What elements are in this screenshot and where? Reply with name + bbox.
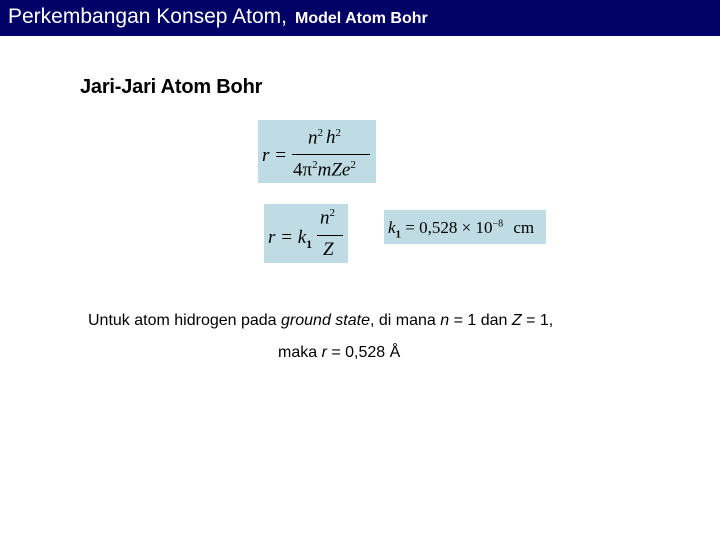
fraction-line [317,235,343,236]
formula-numerator: $n^2$ $h^2$ [308,127,341,149]
formula-denominator: Z [323,239,334,260]
formula-denominator: $4\pi^2mZe^2$ [293,159,356,181]
formula-radius-k [264,204,348,263]
formula-radius-full [258,120,376,183]
slide-subtitle: Model Atom Bohr [295,10,428,27]
formula-k1-value [384,210,546,244]
formula-numerator: $n^2$ [320,207,335,229]
explanation-line-1: Untuk atom hidrogen pada ground state, di mana n = 1 dan Z = 1, [88,312,554,329]
title-bar [0,0,720,36]
formula-lhs: r = [262,145,287,166]
k1-expression: $k_1 = 0,528 \times 10^{-8}$ cm [388,218,535,241]
section-heading: Jari-Jari Atom Bohr [80,76,263,98]
explanation-line-2: maka r = 0,528 Å [278,344,401,361]
formula-lhs: $r = k_1$ [268,227,313,251]
slide-title: Perkembangan Konsep Atom, [8,5,288,28]
fraction-line [292,154,370,155]
